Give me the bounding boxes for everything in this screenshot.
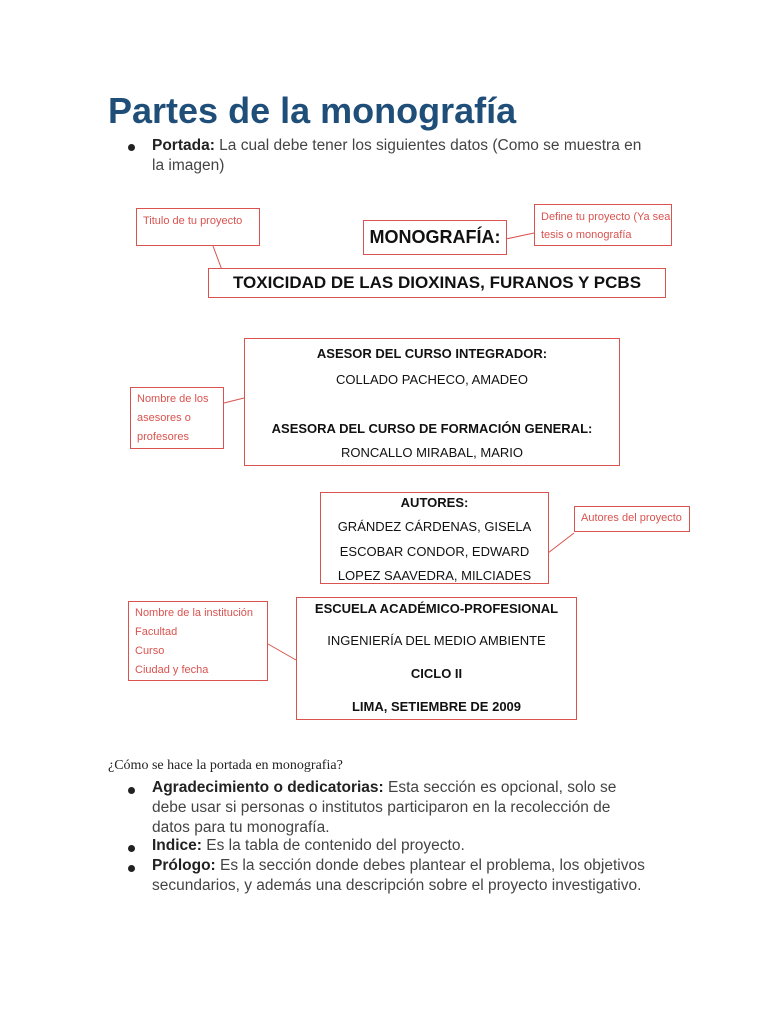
autores-box bbox=[320, 492, 549, 584]
note-autores bbox=[574, 506, 690, 532]
connector-asesores bbox=[224, 398, 244, 403]
item-text: Es la sección donde debes plantear el problema, los objetivos secundarios, y además una descripción sobre el proyecto investigativo. bbox=[152, 857, 645, 894]
note-asesores-line: asesores o bbox=[137, 412, 191, 424]
list-item bbox=[152, 136, 652, 176]
project-title-box bbox=[208, 268, 666, 298]
autor-name: ESCOBAR CONDOR, EDWARD bbox=[339, 544, 530, 559]
bullet bbox=[128, 144, 132, 148]
asesor-heading: ASESOR DEL CURSO INTEGRADOR: bbox=[316, 346, 548, 361]
bullet bbox=[128, 845, 132, 849]
connector-titulo bbox=[213, 246, 222, 270]
list-item bbox=[152, 856, 652, 896]
note-titulo bbox=[136, 208, 260, 246]
autor-name: GRÁNDEZ CÁRDENAS, GISELA bbox=[337, 519, 532, 534]
note-define-line: tesis o monografía bbox=[541, 229, 632, 241]
connector-institucion bbox=[268, 644, 296, 660]
note-autores-text: Autores del proyecto bbox=[581, 512, 682, 524]
monografia-label: MONOGRAFÍA: bbox=[369, 227, 501, 247]
note-asesores-line: profesores bbox=[137, 431, 189, 443]
asesora-heading: ASESORA DEL CURSO DE FORMACIÓN GENERAL: bbox=[271, 421, 593, 436]
note-define-line: Define tu proyecto (Ya sea bbox=[541, 211, 671, 223]
note-institucion-line: Curso bbox=[135, 645, 165, 657]
item-text: La cual debe tener los siguientes datos (Como se muestra en la imagen) bbox=[152, 137, 642, 174]
item-label: Indice: bbox=[152, 837, 202, 854]
page-title: Partes de la monografía bbox=[108, 90, 517, 131]
note-asesores-line: Nombre de los bbox=[137, 393, 209, 405]
bullet bbox=[128, 865, 132, 869]
lugar-fecha: LIMA, SETIEMBRE DE 2009 bbox=[351, 699, 522, 714]
item-label: Prólogo: bbox=[152, 857, 216, 874]
note-institucion bbox=[128, 601, 268, 681]
asesores-box bbox=[244, 338, 620, 466]
connector-autores bbox=[548, 533, 574, 553]
asesor-name: COLLADO PACHECO, AMADEO bbox=[336, 372, 528, 387]
ciclo: CICLO II bbox=[410, 666, 463, 681]
connector-define bbox=[506, 233, 534, 239]
note-institucion-line: Nombre de la institución bbox=[135, 607, 254, 619]
note-institucion-line: Ciudad y fecha bbox=[135, 664, 209, 676]
item-label: Agradecimiento o dedicatorias: bbox=[152, 779, 384, 796]
ingenieria: INGENIERÍA DEL MEDIO AMBIENTE bbox=[327, 633, 546, 648]
note-define bbox=[534, 204, 672, 246]
list-item bbox=[152, 778, 652, 838]
item-text: Es la tabla de contenido del proyecto. bbox=[201, 837, 465, 854]
note-titulo-text: Titulo de tu proyecto bbox=[143, 215, 243, 227]
note-asesores bbox=[130, 387, 224, 449]
note-institucion-line: Facultad bbox=[135, 626, 178, 638]
bullet bbox=[128, 787, 132, 791]
institucion-box bbox=[296, 597, 577, 720]
escuela: ESCUELA ACADÉMICO-PROFESIONAL bbox=[314, 601, 559, 616]
monografia-box bbox=[363, 220, 507, 255]
list-item bbox=[152, 836, 652, 856]
autor-name: LOPEZ SAAVEDRA, MILCIADES bbox=[337, 568, 532, 583]
asesora-name: RONCALLO MIRABAL, MARIO bbox=[340, 445, 524, 460]
item-text: Esta sección es opcional, solo se debe usar si personas o institutos participaron en la recolección de datos para tu monografía. bbox=[152, 779, 617, 836]
question-text: ¿Cómo se hace la portada en monografia? bbox=[108, 758, 343, 773]
project-title: TOXICIDAD DE LAS DIOXINAS, FURANOS Y PCBS bbox=[232, 273, 642, 292]
autores-heading: AUTORES: bbox=[400, 495, 469, 510]
item-label: Portada: bbox=[152, 137, 215, 154]
